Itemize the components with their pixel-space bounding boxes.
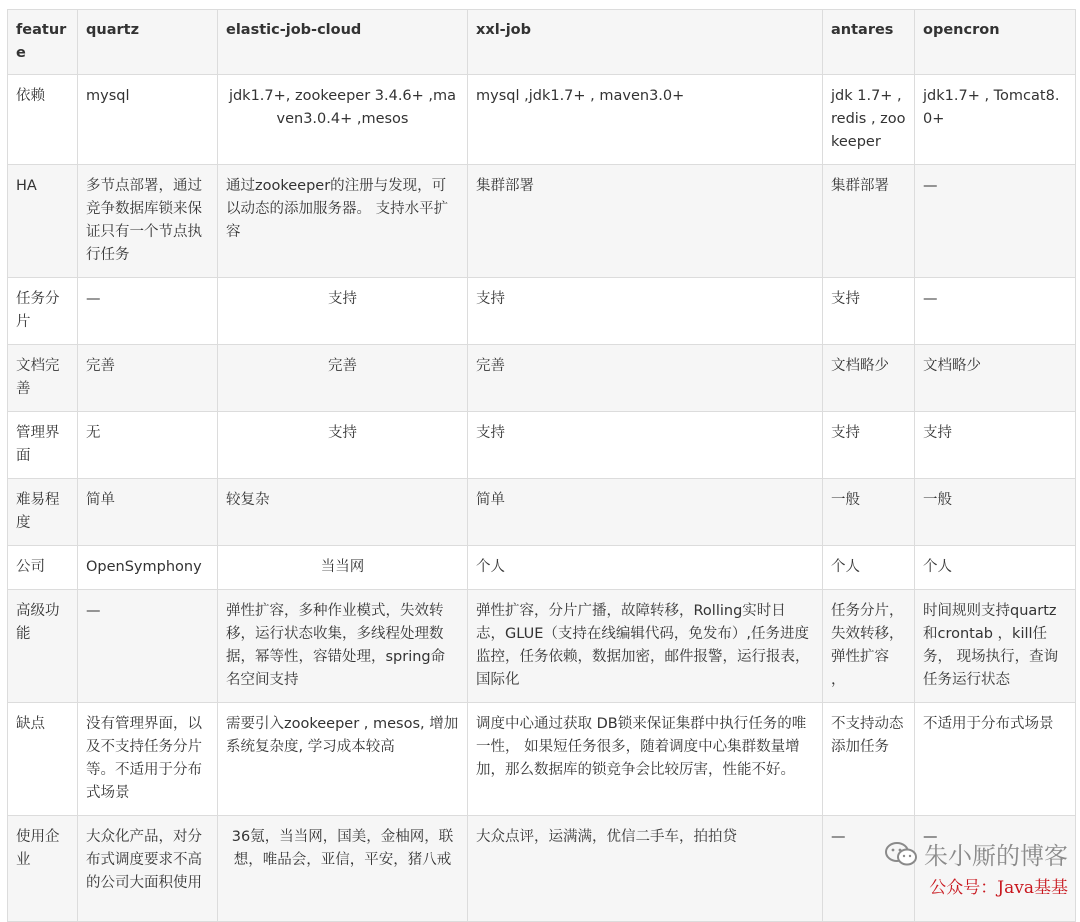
table-cell: 个人 [915,546,1076,590]
header-cell: opencron [915,10,1076,75]
wechat-icon [884,841,918,867]
table-cell: 完善 [78,345,218,412]
table-cell: OpenSymphony [78,546,218,590]
table-cell: 支持 [823,412,915,479]
table-cell: 集群部署 [468,165,823,278]
table-cell: 完善 [218,345,468,412]
table-cell: 简单 [468,479,823,546]
table-cell: 时间规则支持quartz和crontab ，kill任务， 现场执行，查询任务运行状态 [915,590,1076,703]
table-row [8,345,1076,412]
table-cell: 一般 [823,479,915,546]
table-cell: 高级功能 [8,590,78,703]
table-row [8,703,1076,816]
table-cell: 支持 [468,412,823,479]
table-row [8,479,1076,546]
table-cell: 通过zookeeper的注册与发现，可以动态的添加服务器。 支持水平扩容 [218,165,468,278]
header-row [8,10,1076,75]
table-row [8,75,1076,165]
table-cell: 大众化产品，对分布式调度要求不高的公司大面积使用 [78,816,218,922]
table-cell: 调度中心通过获取 DB锁来保证集群中执行任务的唯一性， 如果短任务很多，随着调度中心集群数量增加，那么数据库的锁竞争会比较厉害，性能不好。 [468,703,823,816]
table-cell: HA [8,165,78,278]
table-cell: 支持 [823,278,915,345]
table-cell: 缺点 [8,703,78,816]
header-cell: quartz [78,10,218,75]
table-cell: 任务分片 [8,278,78,345]
table-cell: — [915,278,1076,345]
header-cell: xxl-job [468,10,823,75]
table-cell: 个人 [823,546,915,590]
table-cell: 弹性扩容，分片广播，故障转移，Rolling实时日志，GLUE（支持在线编辑代码，免发布）,任务进度监控，任务依赖，数据加密，邮件报警，运行报表，国际化 [468,590,823,703]
table-cell: 文档完善 [8,345,78,412]
table-cell: — [915,165,1076,278]
table-row [8,590,1076,703]
table-cell: 使用企业 [8,816,78,922]
table-cell: 管理界面 [8,412,78,479]
table-cell: 文档略少 [915,345,1076,412]
table-cell: mysql ,jdk1.7+ , maven3.0+ [468,75,823,165]
table-cell: 支持 [218,412,468,479]
table-cell: 弹性扩容，多种作业模式，失效转移，运行状态收集，多线程处理数据，幂等性，容错处理，spring命名空间支持 [218,590,468,703]
table-cell: 依赖 [8,75,78,165]
table-row [8,165,1076,278]
table-row [8,278,1076,345]
table-cell: 当当网 [218,546,468,590]
comparison-table [7,9,1076,922]
table-cell: 任务分片， 失效转移，弹性扩容 ， [823,590,915,703]
header-cell: feature [8,10,78,75]
table-row [8,412,1076,479]
table-cell: jdk1.7+, zookeeper 3.4.6+ ,maven3.0.4+ ,mesos [218,75,468,165]
comparison-table-container [7,9,1075,922]
table-cell: 公司 [8,546,78,590]
table-cell: — [915,816,1076,922]
table-row [8,546,1076,590]
table-cell: jdk1.7+ , Tomcat8.0+ [915,75,1076,165]
watermark-blog [884,836,1068,871]
table-cell: — [823,816,915,922]
table-cell: 文档略少 [823,345,915,412]
table-cell: 难易程度 [8,479,78,546]
table-cell: 无 [78,412,218,479]
watermark-blog-text: 朱小厮的博客 [924,842,1068,870]
table-cell: 支持 [218,278,468,345]
watermark [884,836,1068,898]
table-cell: 36氪，当当网，国美，金柚网，联想，唯品会，亚信，平安，猪八戒 [218,816,468,922]
table-cell: — [78,278,218,345]
table-cell: 大众点评，运满满，优信二手车，拍拍贷 [468,816,823,922]
table-cell: 不支持动态添加任务 [823,703,915,816]
table-cell: — [78,590,218,703]
watermark-public-account: 公众号：Java基基 [929,878,1068,898]
table-cell: mysql [78,75,218,165]
table-cell: 不适用于分布式场景 [915,703,1076,816]
table-cell: jdk 1.7+ , redis , zookeeper [823,75,915,165]
header-cell: antares [823,10,915,75]
table-cell: 没有管理界面，以及不支持任务分片等。不适用于分布式场景 [78,703,218,816]
table-cell: 简单 [78,479,218,546]
table-cell: 个人 [468,546,823,590]
table-cell: 支持 [468,278,823,345]
table-cell: 完善 [468,345,823,412]
table-cell: 需要引入zookeeper , mesos, 增加系统复杂度, 学习成本较高 [218,703,468,816]
header-cell: elastic-job-cloud [218,10,468,75]
table-cell: 多节点部署，通过竞争数据库锁来保证只有一个节点执行任务 [78,165,218,278]
table-cell: 一般 [915,479,1076,546]
table-cell: 较复杂 [218,479,468,546]
table-cell: 支持 [915,412,1076,479]
table-cell: 集群部署 [823,165,915,278]
